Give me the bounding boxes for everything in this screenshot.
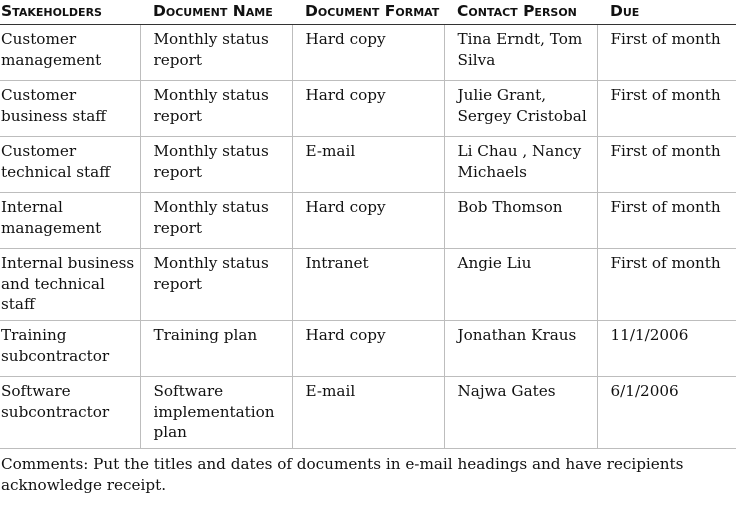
- cell-document-format: Intranet: [292, 249, 444, 321]
- cell-document-format: E-mail: [292, 137, 444, 193]
- cell-stakeholder: Customer business staff: [0, 81, 140, 137]
- cell-due: 6/1/2006: [597, 377, 736, 449]
- header-document-name: Document Name: [140, 0, 292, 25]
- cell-document-name: Monthly status report: [140, 249, 292, 321]
- cell-document-name: Monthly status report: [140, 81, 292, 137]
- table-row: [0, 137, 736, 193]
- cell-due: First of month: [597, 25, 736, 81]
- cell-contact-person: Li Chau , Nancy Michaels: [444, 137, 597, 193]
- table-row: [0, 81, 736, 137]
- cell-stakeholder: Software subcontractor: [0, 377, 140, 449]
- cell-document-name: Monthly status report: [140, 25, 292, 81]
- cell-stakeholder: Internal management: [0, 193, 140, 249]
- cell-contact-person: Julie Grant, Sergey Cristobal: [444, 81, 597, 137]
- cell-contact-person: Jonathan Kraus: [444, 321, 597, 377]
- header-document-format: Document Format: [292, 0, 444, 25]
- cell-document-name: Monthly status report: [140, 193, 292, 249]
- header-stakeholders: Stakeholders: [0, 0, 140, 25]
- header-row: [0, 0, 736, 25]
- cell-due: First of month: [597, 249, 736, 321]
- cell-stakeholder: Training subcontractor: [0, 321, 140, 377]
- cell-document-format: Hard copy: [292, 193, 444, 249]
- table-row: [0, 193, 736, 249]
- cell-document-format: Hard copy: [292, 25, 444, 81]
- table-row: [0, 321, 736, 377]
- cell-document-format: E-mail: [292, 377, 444, 449]
- cell-contact-person: Bob Thomson: [444, 193, 597, 249]
- header-due: Due: [597, 0, 736, 25]
- cell-document-name: Training plan: [140, 321, 292, 377]
- cell-contact-person: Angie Liu: [444, 249, 597, 321]
- cell-contact-person: Tina Erndt, Tom Silva: [444, 25, 597, 81]
- cell-document-format: Hard copy: [292, 321, 444, 377]
- cell-stakeholder: Internal business and technical staff: [0, 249, 140, 321]
- cell-stakeholder: Customer technical staff: [0, 137, 140, 193]
- header-contact-person: Contact Person: [444, 0, 597, 25]
- table-row: [0, 377, 736, 449]
- comments-note: Comments: Put the titles and dates of documents in e-mail headings and have recipients acknowledge receipt.: [1, 455, 684, 494]
- cell-due: First of month: [597, 137, 736, 193]
- cell-due: 11/1/2006: [597, 321, 736, 377]
- cell-contact-person: Najwa Gates: [444, 377, 597, 449]
- cell-due: First of month: [597, 81, 736, 137]
- cell-document-name: Software implementation plan: [140, 377, 292, 449]
- cell-document-format: Hard copy: [292, 81, 444, 137]
- cell-stakeholder: Customer management: [0, 25, 140, 81]
- cell-document-name: Monthly status report: [140, 137, 292, 193]
- cell-due: First of month: [597, 193, 736, 249]
- table-row: [0, 25, 736, 81]
- table-row: [0, 249, 736, 321]
